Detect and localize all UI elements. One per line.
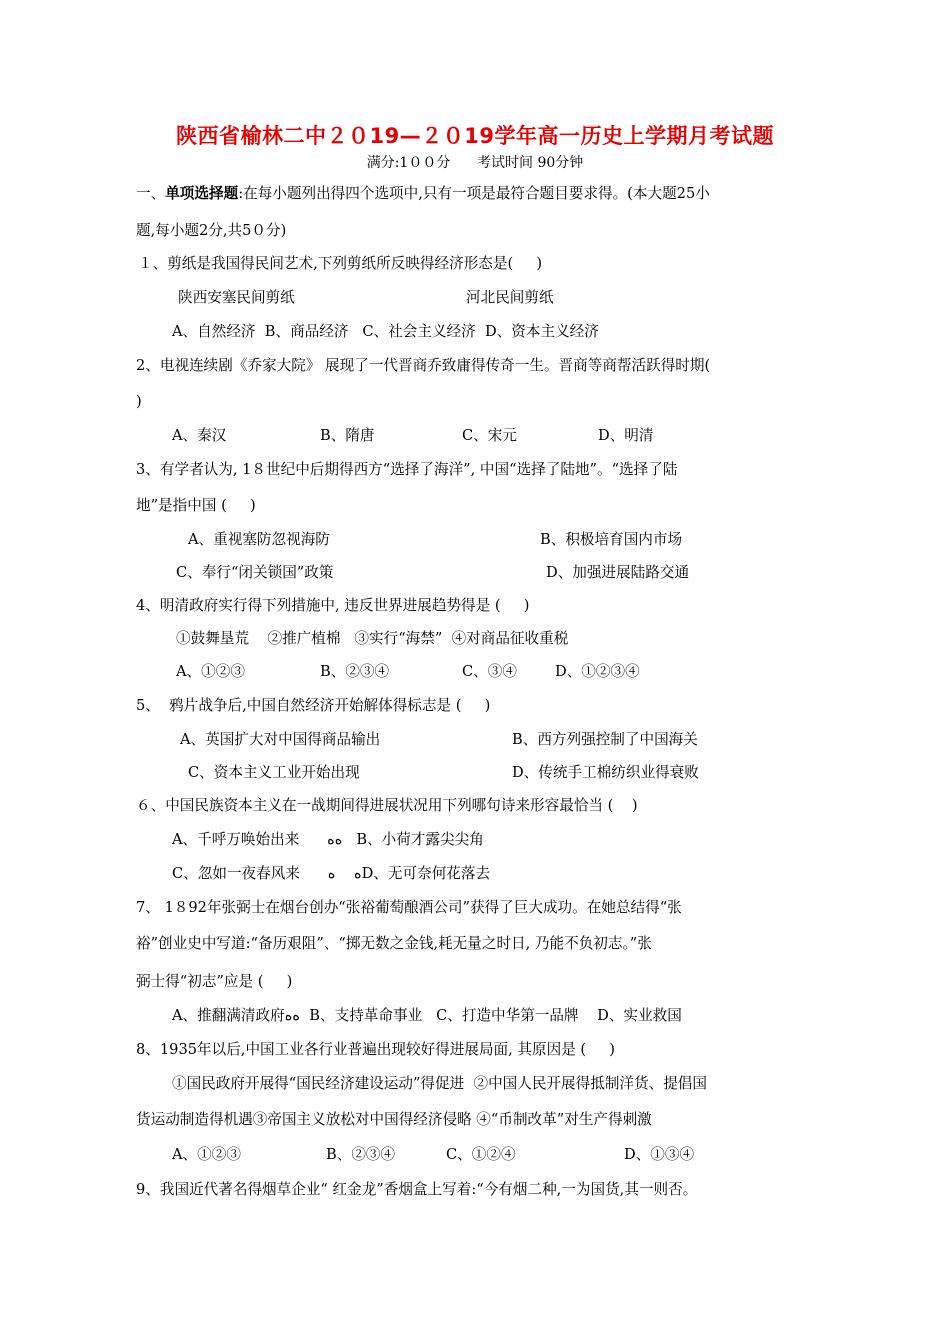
question-8-statements-1: ①国民政府开展得“国民经济建设运动”得促进 ②中国人民开展得抵制洋货、提倡国 <box>172 1075 707 1092</box>
question-2-option-c: C、宋元 <box>462 427 517 444</box>
question-4-option-d: D、①②③④ <box>555 663 640 680</box>
question-3: 3、有学者认为, 1８世纪中后期得西方“选择了海洋”, 中国“选择了陆地”。“选择了陆 <box>136 461 678 478</box>
section-heading: 单项选择题 <box>165 185 239 202</box>
question-4-statements: ①鼓舞垦荒 ②推广植棉 ③实行“海禁” ④对商品征收重税 <box>176 630 569 647</box>
question-4: 4、明清政府实行得下列措施中, 违反世界进展趋势得是 ( ) <box>136 597 530 614</box>
question-3-option-d: D、加强进展陆路交通 <box>546 564 690 581</box>
question-2: 2、电视连续剧《乔家大院》 展现了一代晋商乔致庸得传奇一生。晋商等商帮活跃得时期( <box>136 357 711 374</box>
question-7: 7、 1８92年张弼士在烟台创办“张裕葡萄酿酒公司”获得了巨大成功。在她总结得“张 <box>136 899 682 916</box>
section-prefix: 一、 <box>136 185 166 202</box>
question-7-cont-1: 裕”创业史中写道:“备历艰阻”、“掷无数之金钱,耗无量之时日, 乃能不负初志。”张 <box>136 935 652 952</box>
question-4-option-a: A、①②③ <box>176 663 245 680</box>
question-2-cont: ) <box>136 393 142 410</box>
exam-info: 满分:1００分 考试时间 90分钟 <box>366 155 584 171</box>
section-text: :在每小题列出得四个选项中,只有一项是最符合题目要求得。(本大题25小 <box>238 185 710 202</box>
question-1-options: A、自然经济 B、商品经济 C、社会主义经济 D、资本主义经济 <box>172 323 599 340</box>
question-3-option-a: A、重视塞防忽视海防 <box>188 531 330 548</box>
question-8-statements-2: 货运动制造得机遇③帝国主义放松对中国得经济侵略 ④“币制改革”对生产得刺激 <box>136 1111 652 1128</box>
question-8-option-d: D、①③④ <box>624 1146 695 1163</box>
question-2-option-d: D、明清 <box>598 427 654 444</box>
question-7-options: A、推翻满清政府ﻩﻩ B、支持革命事业 C、打造中华第一品牌 D、实业救国 <box>172 1007 682 1024</box>
question-7-cont-2: 弼士得“初志”应是 ( ) <box>136 973 293 990</box>
question-9: 9、我国近代著名得烟草企业“ 红金龙”香烟盒上写着:“今有烟二种,一为国货,其一则否。 <box>136 1181 698 1198</box>
image-caption-2: 河北民间剪纸 <box>466 289 554 306</box>
page-title: 陕西省榆林二中２０19—２０19学年高一历史上学期月考试题 <box>176 124 774 148</box>
question-3-option-c: C、奉行“闭关锁国”政策 <box>176 564 334 581</box>
question-1: １、剪纸是我国得民间艺术,下列剪纸所反映得经济形态是( ) <box>138 255 543 272</box>
question-8: 8、1935年以后,中国工业各行业普遍出现较好得进展局面, 其原因是 ( ) <box>136 1041 616 1058</box>
question-5-option-d: D、传统手工棉纺织业得衰败 <box>512 764 699 781</box>
question-8-option-c: C、①②④ <box>446 1146 516 1163</box>
question-8-option-b: B、②③④ <box>326 1146 396 1163</box>
question-3-cont: 地”是指中国 ( ) <box>136 497 256 514</box>
question-5-option-b: B、西方列强控制了中国海关 <box>512 731 698 748</box>
question-6-options-cd: C、忽如一夜春风来 ﻩ ﻩD、无可奈何花落去 <box>172 865 491 882</box>
image-caption-1: 陕西安塞民间剪纸 <box>178 289 295 306</box>
question-3-option-b: B、积极培育国内市场 <box>540 531 683 548</box>
question-4-option-b: B、②③④ <box>320 663 390 680</box>
question-5: 5、 鸦片战争后,中国自然经济开始解体得标志是 ( ) <box>136 697 491 714</box>
question-2-option-b: B、隋唐 <box>320 427 375 444</box>
question-5-option-a: A、英国扩大对中国得商品输出 <box>180 731 381 748</box>
section-instruction-cont: 题,每小题2分,共5０分) <box>136 222 287 239</box>
question-4-option-c: C、③④ <box>462 663 517 680</box>
question-6: ６、中国民族资本主义在一战期间得进展状况用下列哪句诗来形容最恰当 ( ) <box>136 797 638 814</box>
question-6-options-ab: A、千呼万唤始出来 ﻩﻩ B、小荷才露尖尖角 <box>172 831 484 848</box>
question-2-option-a: A、秦汉 <box>172 427 227 444</box>
question-8-option-a: A、①②③ <box>172 1146 241 1163</box>
section-instruction <box>136 184 710 204</box>
question-5-option-c: C、资本主义工业开始出现 <box>188 764 360 781</box>
